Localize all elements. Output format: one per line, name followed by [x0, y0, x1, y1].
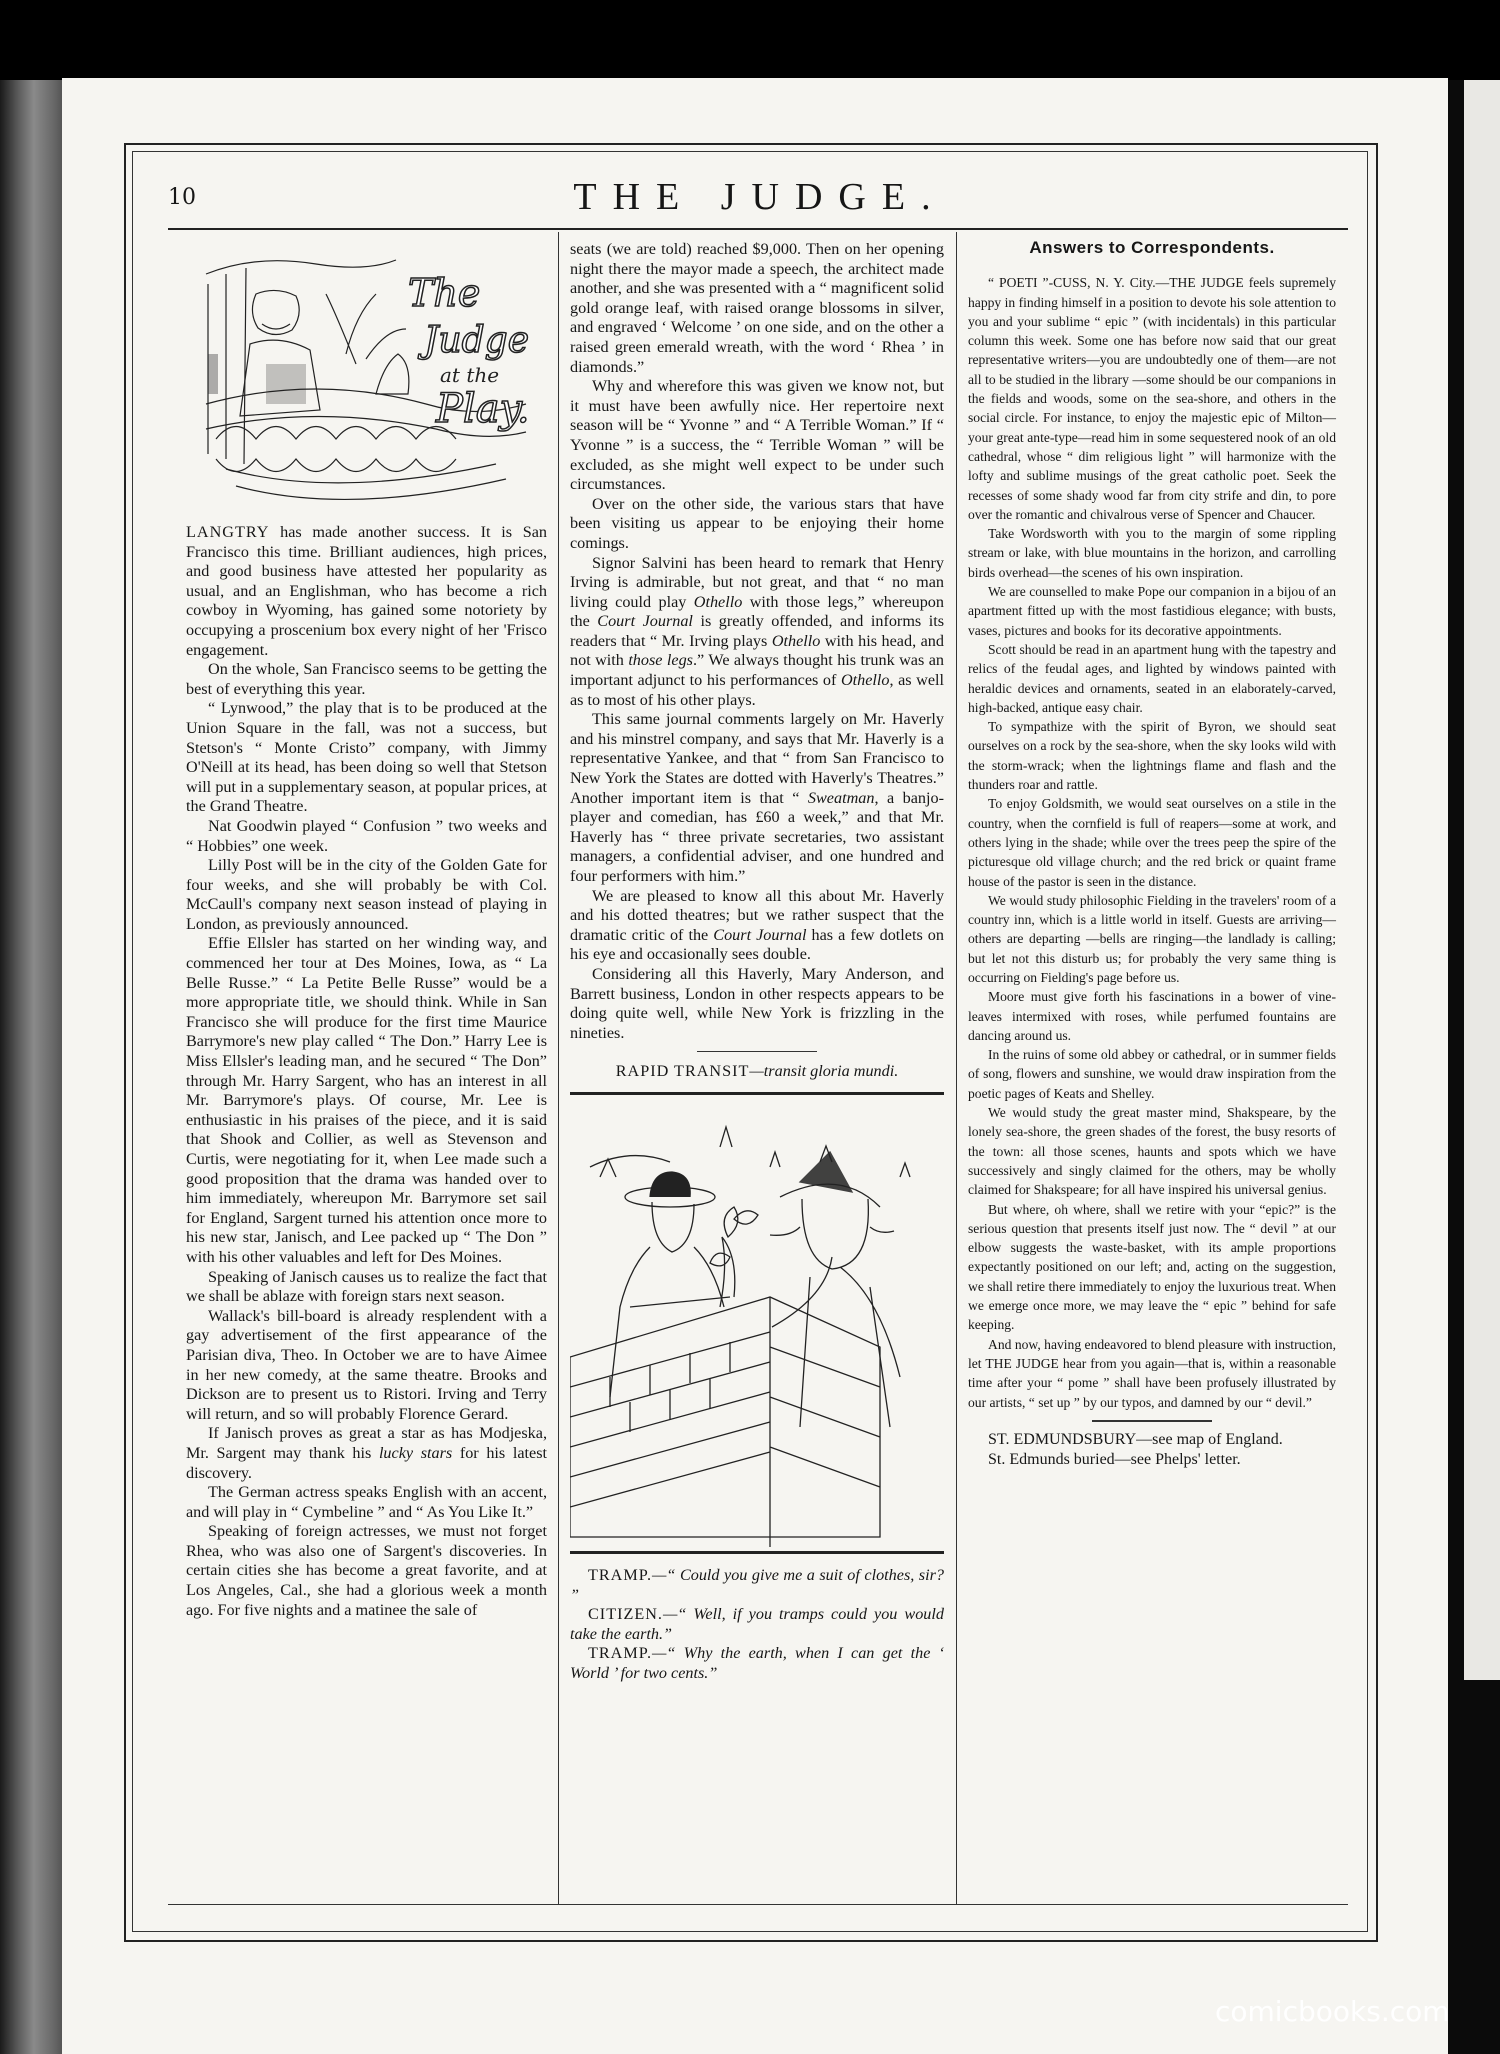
tramp-cartoon-drawing	[570, 1107, 944, 1547]
col3-para-2: Take Wordsworth with you to the margin of some rippling stream or lake, with blue mountains in the horizon, and carrolling birds overhead—the scenes of his own inspiration.	[968, 526, 1336, 580]
lead-word: LANGTRY	[186, 523, 270, 541]
page-number: 10	[168, 185, 196, 210]
closing-line-1: ST. EDMUNDSBURY—see map of England.	[988, 1430, 1283, 1448]
col3-para-3: We are counselled to make Pope our companion in a bijou of an apartment fitted up with the most fastidious elegance; with busts, vases, pictures and books for its decorative appointments.	[968, 584, 1336, 638]
watermark: comicbooks.com	[1215, 1995, 1450, 2028]
col3-para-11: But where, oh where, shall we retire with your “epic?” is the serious question that presents itself just now. The “ devil ” at our elbow suggests the waste-basket, with its ample proportions expectantly positioned on our left; and, acting on the suggestion, we shall retire there immediately to enjoy the luxurious treat. When we emerge once more, we may leave the “ epic ” behind for safe keeping.	[968, 1201, 1336, 1333]
col2-para-5	[570, 710, 944, 886]
dialogue: —“ Why the earth, when I can get the ‘ World ’ for two cents.”	[570, 1644, 944, 1682]
italic-run: Othello	[693, 592, 743, 611]
closing-line-2: St. Edmunds buried—see Phelps' letter.	[988, 1450, 1241, 1468]
closing-rule	[1092, 1420, 1212, 1422]
column-2	[570, 240, 944, 1684]
speaker: TRAMP.	[588, 1644, 653, 1663]
dialogue: —“ Well, if you tramps could you would take the earth.”	[570, 1605, 944, 1643]
col3-para-6: To enjoy Goldsmith, we would seat ourselves on a stile in the country, when the cornfield is full of reapers—some at work, and others lying in the shade; while over the trees peep the spire of the picturesque old village church; and the red brick or quaint frame house of the pastor is seen in the distance.	[968, 796, 1336, 889]
col1-para-7: Speaking of Janisch causes us to realize the fact that we shall be ablaze with foreign stars next season.	[186, 1267, 547, 1306]
column-divider-1	[558, 232, 559, 1904]
text-run: is greatly offended, and informs its readers that “ Mr. Irving plays	[570, 612, 945, 650]
col3-para-7: We would study philosophic Fielding in the travelers' room of a country inn, which is a little world in itself. Guests are arriving—others are departing —bells are ringing—the landlady is calling; but let not this disturb us; for probably the very same thing is occurring on Fielding's page before us.	[968, 892, 1336, 985]
cartoon-caption	[570, 1566, 944, 1684]
italic-run: Othello	[771, 631, 821, 650]
svg-text:Play.: Play.	[436, 386, 530, 432]
text-run: with those legs,” whereupon the	[570, 592, 944, 631]
col2-para-4	[570, 554, 944, 711]
col1-para-9	[186, 1424, 547, 1483]
text-run: This same journal comments largely on Mr. Haverly and his minstrel company, and says that Mr. Haverly is a representative Yankee, and that “ from San Francisco to New York the States are dotted with Haverly's Theatres.” Another important item is that “	[570, 710, 944, 807]
header-rule	[168, 228, 1348, 230]
col1-para-10: The German actress speaks English with an accent, and will play in “ Cymbeline ” and “ As You Like It.”	[186, 1483, 547, 1521]
section-rule	[697, 1051, 817, 1052]
text-run: If Janisch proves as great a star as has Modjeska, Mr. Sargent may thank his	[186, 1424, 547, 1462]
text-run: We are pleased to know all this about Mr. Haverly and his dotted theatres; but we rather suspect that the dramatic critic of the	[570, 886, 944, 944]
text-run: , a banjo-player and comedian, has £60 a week,” and that Mr. Haverly has “ three private secretaries, two assistant managers, a confidential adviser, and one hundred and four performers with him.”	[570, 788, 944, 885]
italic-run: Othello	[840, 671, 890, 690]
rapid-italic: —transit gloria mundi.	[749, 1062, 899, 1081]
text-run: , as well as to most of his other plays.	[570, 671, 944, 709]
italic-run: those legs	[628, 651, 693, 670]
text-run: for his latest discovery.	[186, 1443, 547, 1482]
svg-text:Judge: Judge	[424, 320, 530, 361]
col3-para-9: In the ruins of some old abbey or cathedral, or in summer fields of song, flowers and sunshine, we would draw inspiration from the poetic pages of Keats and Shelley.	[968, 1047, 1336, 1101]
rapid-transit-line	[570, 1062, 944, 1082]
col2-para-7: Considering all this Haverly, Mary Anderson, and Barrett business, London in other respects appears to be doing quite well, while New York is frizzling in the nineties.	[570, 964, 944, 1042]
svg-text:The: The	[408, 271, 481, 315]
col1-para-4: Nat Goodwin played “ Confusion ” two weeks and “ Hobbies” one week.	[186, 816, 547, 855]
col3-para-12: And now, having endeavored to blend pleasure with instruction, let THE JUDGE hear from you again—that is, within a reasonable time after your “ pome ” shall have been profusely illustrated by our artists, “ set up ” by our typos, and damned by our “ devil.”	[968, 1336, 1336, 1410]
caption-line-1	[570, 1566, 944, 1605]
dialogue: —“ Could you give me a suit of clothes, sir? ”	[570, 1565, 944, 1604]
text-run: with his head, and not with	[570, 631, 944, 670]
text-run: Signor Salvini has been heard to remark that Henry Irving is admirable, but not great, and that “ no man living could play	[570, 553, 944, 611]
theatre-box-drawing	[196, 254, 536, 519]
masthead-title: THE JUDGE.	[573, 176, 947, 218]
speaker: CITIZEN.	[588, 1605, 663, 1624]
col3-para-1: “ POETI ”-CUSS, N. Y. City.—THE JUDGE feels supremely happy in finding himself in a position to devote his sole attention to you and your sublime “ epic ” (with incidentals) in this particular column this week. Some one has before now said that our great representative writers—you are undoubtedly one of them—are not all to be studied in the library —some should be our companions in the fields and woods, some on the sea-shore, and others in the social circle. For instance, to enjoy the majestic epic of Milton—your great ante-type—read him in some sequestered nook of an old cathedral, whose “ dim religious light ” will harmonize with the lofty and sublime musings of the great catholic poet. Seek the recesses of some shady wood far from city strife and din, to pore over the romantic and chivalrous verse of Spencer and Chaucer.	[968, 275, 1336, 522]
col3-para-8: Moore must give forth his fascinations in a bower of vine-leaves intermixed with roses, while perfumed fountains are dancing around us.	[968, 989, 1336, 1043]
cartoon-top-rule	[570, 1092, 944, 1095]
col2-para-1: seats (we are told) reached $9,000. Then on her opening night there the mayor made a speech, the architect made another, and she was presented with a “ magnificent solid gold orange leaf, with raised orange blossoms in silver, and engraved ‘ Welcome ’ on one side, and on the other a raised green emerald wreath, with the word ‘ Rhea ’ in diamonds.”	[570, 240, 944, 376]
italic-run: Court Journal	[597, 612, 693, 631]
caption-line-2	[570, 1605, 944, 1644]
col1-para-5: Lilly Post will be in the city of the Golden Gate for four weeks, and she will probably be with Col. McCaull's company next season instead of playing in London, as previously announced.	[186, 856, 547, 933]
rapid-caps: RAPID TRANSIT	[615, 1062, 750, 1081]
footer-rule	[168, 1904, 1348, 1905]
column-1	[186, 250, 547, 1620]
text-run: .” We always thought his trunk was an important adjunct to his performances of	[570, 651, 944, 690]
text-run: has a few dotlets on his eye and occasionally sees double.	[570, 925, 944, 964]
col1-para-11: Speaking of foreign actresses, we must not forget Rhea, who was also one of Sargent's discoveries. In certain cities she has become a great favorite, and at Los Angeles, Cal., she had a glorious week a month ago. For five nights and a matinee the sale of	[186, 1522, 547, 1619]
col1-para-8: Wallack's bill-board is already resplendent with a gay advertisement of the first appearance of the Parisian diva, Theo. In October we are to have Aimee in her new comedy, at the same theatre. Brooks and Dickson are to present us to Ristori. Irving and Terry will return, and so will probably Florence Gerard.	[186, 1306, 547, 1423]
col1-para-2: On the whole, San Francisco seems to be getting the best of everything this year.	[186, 660, 547, 698]
col1-para-3: “ Lynwood,” the play that is to be produced at the Union Square in the fall, was not a success, but Stetson's “ Monte Cristo” company, with Jimmy O'Neill at its head, has been doing so well that Stetson will put in a supplementary season, at popular prices, at the Grand Theatre.	[186, 699, 547, 816]
italic-run: lucky stars	[378, 1443, 453, 1462]
judge-at-play-illustration	[196, 254, 536, 519]
answers-title: Answers to Correspondents.	[1029, 238, 1275, 257]
col3-para-5: To sympathize with the spirit of Byron, we should seat ourselves on a rock by the sea-shore, when the sky looks wild with the storm-wrack; when the lightnings flame and flash and the thunders roar and rattle.	[968, 719, 1336, 793]
col1-para-1-text: has made another success. It is San Francisco this time. Brilliant audiences, high prices, and good business have attested her popularity as usual, and an Englishman, who has become a rich cowboy in Wyoming, has gained some notoriety by occupying a proscenium box every night of her 'Frisco engagement.	[186, 523, 547, 659]
next-page-edge	[1448, 80, 1500, 2054]
svg-text:at the: at the	[440, 363, 500, 387]
col3-para-10: We would study the great master mind, Shakspeare, by the lonely sea-shore, the green shades of the forest, the busy resorts of the town: all those scenes, haunts and spots which we have successively and singly claimed for the others, may be wholly claimed for Shakspeare; for all have inspired his universal genius.	[968, 1105, 1336, 1198]
cartoon-bottom-rule	[570, 1551, 944, 1554]
column-divider-2	[956, 232, 957, 1904]
col1-para-6: Effie Ellsler has started on her winding way, and commenced her tour at Des Moines, Iowa, as “ La Belle Russe.” “ La Petite Belle Russe” would be a more appropriate title, we should think. While in San Francisco she will produce for the first time Maurice Barrymore's new play called “ The Don.” Harry Lee is Miss Ellsler's leading man, and he secured “ The Don” through Mr. Harry Sargent, who has an interest in all Mr. Barrymore's plays. Of course, Mr. Lee is enthusiastic in his praises of the piece, and it is said that Shook and Collier, as well as Stevenson and Curtis, were negotiating for it, when Lee made such a good proposition that the drama was handed over to him immediately, whereupon Mr. Barrymore set sail for England, Sargent turned his attention once more to his new star, Janisch, and Lee packed up “ The Don ” with his other valuables and left for Des Moines.	[186, 934, 547, 1266]
italic-run: Court Journal	[713, 925, 807, 944]
col3-para-4: Scott should be read in an apartment hung with the tapestry and relics of the feudal ages, and lighted by windows painted with heraldic devices and ornaments, seated in an elaborately-carved, high-backed, antique easy chair.	[968, 641, 1336, 715]
col1-para-1	[186, 523, 547, 660]
column-3	[968, 238, 1336, 1470]
italic-run: Sweatman	[807, 788, 875, 807]
col2-para-2: Why and wherefore this was given we know not, but it must have been awfully nice. Her repertoire next season will be “ Yvonne ” and “ A Terrible Woman.” If “ Yvonne ” is a success, the “ Terrible Woman ” will be excluded, as she might well expect to be under such circumstances.	[570, 377, 944, 494]
col2-para-3: Over on the other side, the various stars that have been visiting us appear to be enjoying their home comings.	[570, 494, 944, 552]
speaker: TRAMP.	[588, 1565, 653, 1584]
tramp-cartoon	[570, 1107, 944, 1547]
col2-para-6	[570, 887, 944, 965]
caption-line-3	[570, 1644, 944, 1683]
